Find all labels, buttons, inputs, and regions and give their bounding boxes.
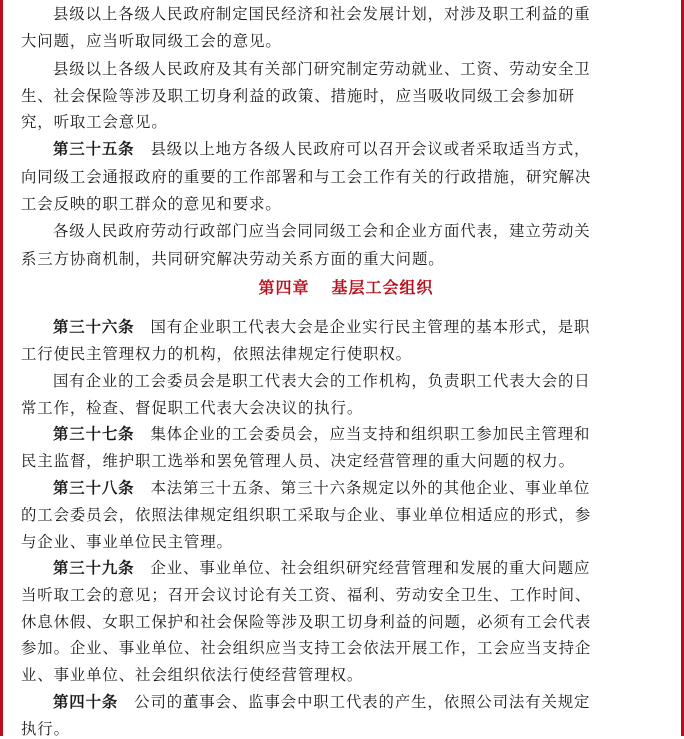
text-line: 向同级工会通报政府的重要的工作部署和与工会工作有关的行政措施，研究解决 — [21, 168, 592, 187]
article-38 — [53, 478, 671, 498]
article-35 — [53, 139, 671, 159]
text-line: 国有企业的工会委员会是职工代表大会的工作机构，负责职工代表大会的日 — [53, 371, 591, 390]
chapter-title: 基层工会组织 — [331, 277, 434, 297]
text-line: 执行。 — [21, 720, 70, 739]
text-line: 各级人民政府劳动行政部门应当会同同级工会和企业方面代表，建立劳动关 — [53, 222, 591, 241]
chapter-heading — [21, 277, 671, 299]
article-text: 集体企业的工会委员会，应当支持和组织职工参加民主管理和 — [150, 424, 591, 443]
article-label: 第三十五条 — [53, 140, 135, 159]
text-line: 休息休假、女职工保护和社会保险等涉及职工切身利益的问题，必须有工会代表 — [21, 612, 592, 631]
text-line: 当听取工会的意见；召开会议讨论有关工资、福利、劳动安全卫生、工作时间、 — [21, 585, 592, 604]
article-39 — [53, 558, 671, 578]
article-40 — [53, 692, 671, 712]
article-36 — [53, 317, 671, 337]
chapter-number: 第四章 — [258, 277, 310, 297]
article-label: 第三十七条 — [53, 424, 135, 443]
text-line: 常工作，检查、督促职工代表大会决议的执行。 — [21, 398, 364, 417]
article-label: 第三十六条 — [53, 317, 135, 336]
text-line: 大问题，应当听取同级工会的意见。 — [21, 31, 282, 50]
text-line: 民主监督，维护职工选举和罢免管理人员、决定经营管理的重大问题的权力。 — [21, 451, 575, 470]
article-text: 国有企业职工代表大会是企业实行民主管理的基本形式，是职 — [150, 317, 591, 336]
text-line: 究，听取工会意见。 — [21, 113, 168, 132]
text-line: 与企业、事业单位民主管理。 — [21, 532, 233, 551]
text-line: 参加。企业、事业单位、社会组织应当支持工会依法开展工作，工会应当支持企 — [21, 639, 592, 658]
text-line: 业、事业单位、社会组织依法行使经营管理权。 — [21, 666, 364, 685]
article-label: 第三十八条 — [53, 478, 135, 497]
text-line: 县级以上各级人民政府制定国民经济和社会发展计划，对涉及职工利益的重 — [53, 4, 591, 23]
text-line: 生、社会保险等涉及职工切身利益的政策、措施时，应当吸收同级工会参加研 — [21, 86, 575, 105]
article-label: 第四十条 — [53, 693, 119, 712]
article-text: 县级以上地方各级人民政府可以召开会议或者采取适当方式， — [150, 140, 591, 159]
article-text: 公司的董事会、监事会中职工代表的产生，依照公司法有关规定 — [134, 693, 591, 712]
article-label: 第三十九条 — [53, 558, 135, 577]
article-text: 企业、事业单位、社会组织研究经营管理和发展的重大问题应 — [150, 558, 591, 577]
article-37 — [53, 424, 671, 444]
text-line: 工行使民主管理权力的机构，依照法律规定行使职权。 — [21, 344, 412, 363]
text-line: 县级以上各级人民政府及其有关部门研究制定劳动就业、工资、劳动安全卫 — [53, 59, 591, 78]
text-line: 系三方协商机制，共同研究解决劳动关系方面的重大问题。 — [21, 250, 445, 269]
text-line: 的工会委员会，依照法律规定组织职工采取与企业、事业单位相适应的形式，参 — [21, 505, 592, 524]
text-line: 工会反映的职工群众的意见和要求。 — [21, 195, 282, 214]
article-text: 本法第三十五条、第三十六条规定以外的其他企业、事业单位 — [150, 478, 591, 497]
